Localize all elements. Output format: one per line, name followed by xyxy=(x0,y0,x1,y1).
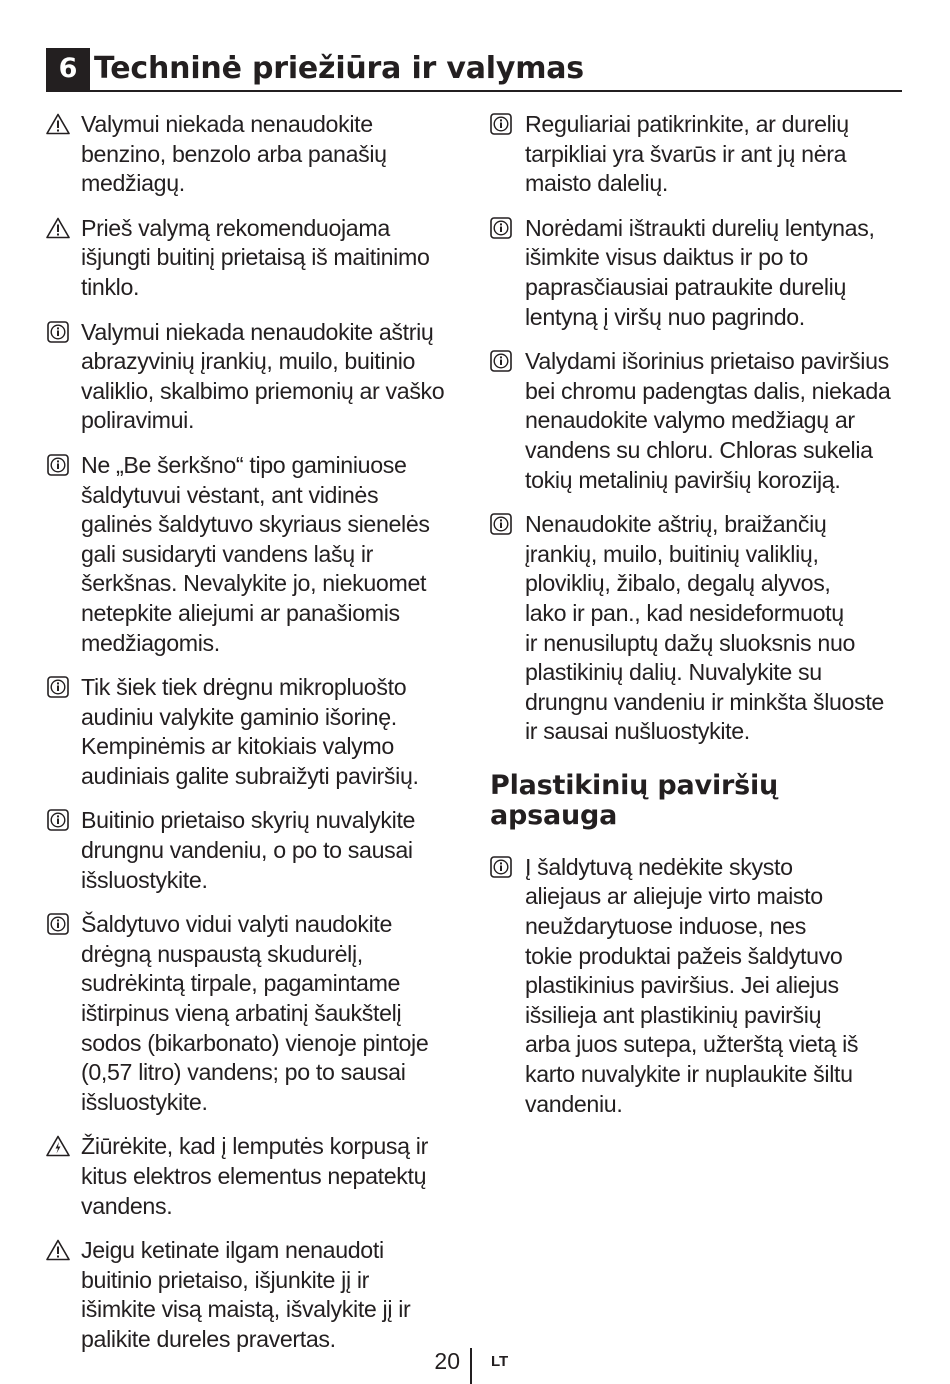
info-icon xyxy=(490,856,512,878)
warning-icon xyxy=(46,1239,70,1261)
note-text: Tik šiek tiek drėgnu mikropluošto audiniu valykite gaminio išorinę. Kempinėmis ar kitokiais valymo audiniais galite subraižyti paviršių. xyxy=(81,674,419,789)
note-item xyxy=(46,214,456,303)
note-item xyxy=(490,110,902,199)
info-icon xyxy=(490,513,512,535)
note-text: Valydami išorinius prietaiso paviršius bei chromu padengtas dalis, niekada nenaudokite valymo medžiagų ar vandens su chloru. Chloras sukelia tokių metalinių paviršių koroziją. xyxy=(525,348,891,493)
note-text: Į šaldytuvą nedėkite skysto aliejaus ar aliejuje virto maisto neuždarytuose induose, nes tokie produktai pažeis šaldytuvo plastikinius paviršius. Jei aliejus išsilieja ant plastikinių paviršių arba juos sutepa, užterštą vietą iš karto nuvalykite ir nuplaukite šiltu vandeniu. xyxy=(525,853,859,1117)
info-icon xyxy=(46,454,70,476)
page-number: 20 xyxy=(434,1348,460,1374)
section-header xyxy=(46,48,902,92)
note-item xyxy=(46,451,456,658)
note-text: Jeigu ketinate ilgam nenaudoti buitinio prietaiso, išjunkite jį ir išimkite visą maistą, išvalykite jį ir palikite dureles pravertas. xyxy=(81,1237,411,1352)
warning-icon xyxy=(46,113,70,135)
note-text: Nenaudokite aštrių, braižančių įrankių, muilo, buitinių valiklių, ploviklių, žibalo, degalų alyvos, lako ir pan., kad nesideformuotų ir nenusiluptų dažų sluoksnis nuo plastikinių dalių. Nuvalykite su drungnu vandeniu ir minkšta šluoste ir sausai nušluostykite. xyxy=(525,511,884,745)
left-column xyxy=(46,110,456,1370)
info-icon xyxy=(46,676,70,698)
note-item xyxy=(46,110,456,199)
note-text: Valymui niekada nenaudokite benzino, benzolo arba panašių medžiagų. xyxy=(81,111,387,197)
right-notes xyxy=(490,110,902,747)
note-text: Valymui niekada nenaudokite aštrių abrazyvinių įrankių, muilo, buitinio valiklio, skalbimo priemonių ar vaško poliravimui. xyxy=(81,318,445,434)
note-text: Ne „Be šerkšno“ tipo gaminiuose šaldytuvui vėstant, ant vidinės galinės šaldytuvo skyriaus sienelės gali susidaryti vandens lašų ir šerkšnas. Nevalykite jo, niekuomet netepkite aliejumi ar panašiomis medžiagomis. xyxy=(81,451,430,656)
right-column xyxy=(490,110,902,1134)
note-item xyxy=(46,1132,456,1221)
note-text: Buitinio prietaiso skyrių nuvalykite drungnu vandeniu, o po to sausai išsluostykite. xyxy=(81,807,416,893)
subsection-notes xyxy=(490,853,902,1119)
info-icon xyxy=(490,350,512,372)
note-item xyxy=(490,347,902,495)
note-item xyxy=(46,910,456,1117)
subsection-title: Plastikinių paviršių apsauga xyxy=(490,769,779,831)
info-icon xyxy=(490,113,512,135)
footer-divider xyxy=(470,1348,472,1384)
note-item xyxy=(46,806,456,895)
note-item xyxy=(490,214,902,332)
language-code: LT xyxy=(491,1353,509,1370)
note-item xyxy=(46,673,456,791)
note-item xyxy=(490,853,902,1119)
warning-icon xyxy=(46,217,70,239)
info-icon xyxy=(490,217,512,239)
note-text: Prieš valymą rekomenduojama išjungti buitinį prietaisą iš maitinimo tinklo. xyxy=(81,214,430,300)
note-item xyxy=(46,318,456,436)
note-text: Norėdami ištraukti durelių lentynas, išimkite visus daiktus ir po to paprasčiausiai patraukite durelių lentyną į viršų nuo pagrindo. xyxy=(525,214,875,330)
note-item xyxy=(490,510,902,747)
note-text: Šaldytuvo vidui valyti naudokite drėgną nuspaustą skudurėlį, sudrėkintą tirpale, pagamintame ištirpinus vieną arbatinį šaukštelį sodos (bikarbonato) vienoje pintoje (0,57 litro) vandens; po to sausai išsluostykite. xyxy=(81,911,429,1115)
note-text: Reguliariai patikrinkite, ar durelių tarpikliai yra švarūs ir ant jų nėra maisto dalelių. xyxy=(525,111,849,197)
info-icon xyxy=(46,321,70,343)
info-icon xyxy=(46,913,70,935)
note-item xyxy=(46,1236,456,1354)
note-text: Žiūrėkite, kad į lemputės korpusą ir kitus elektros elementus nepatektų vandens. xyxy=(81,1133,428,1219)
electric-warning-icon xyxy=(46,1135,70,1157)
info-icon xyxy=(46,809,70,831)
section-title: Techninė priežiūra ir valymas xyxy=(94,51,584,86)
section-number: 6 xyxy=(46,48,90,90)
